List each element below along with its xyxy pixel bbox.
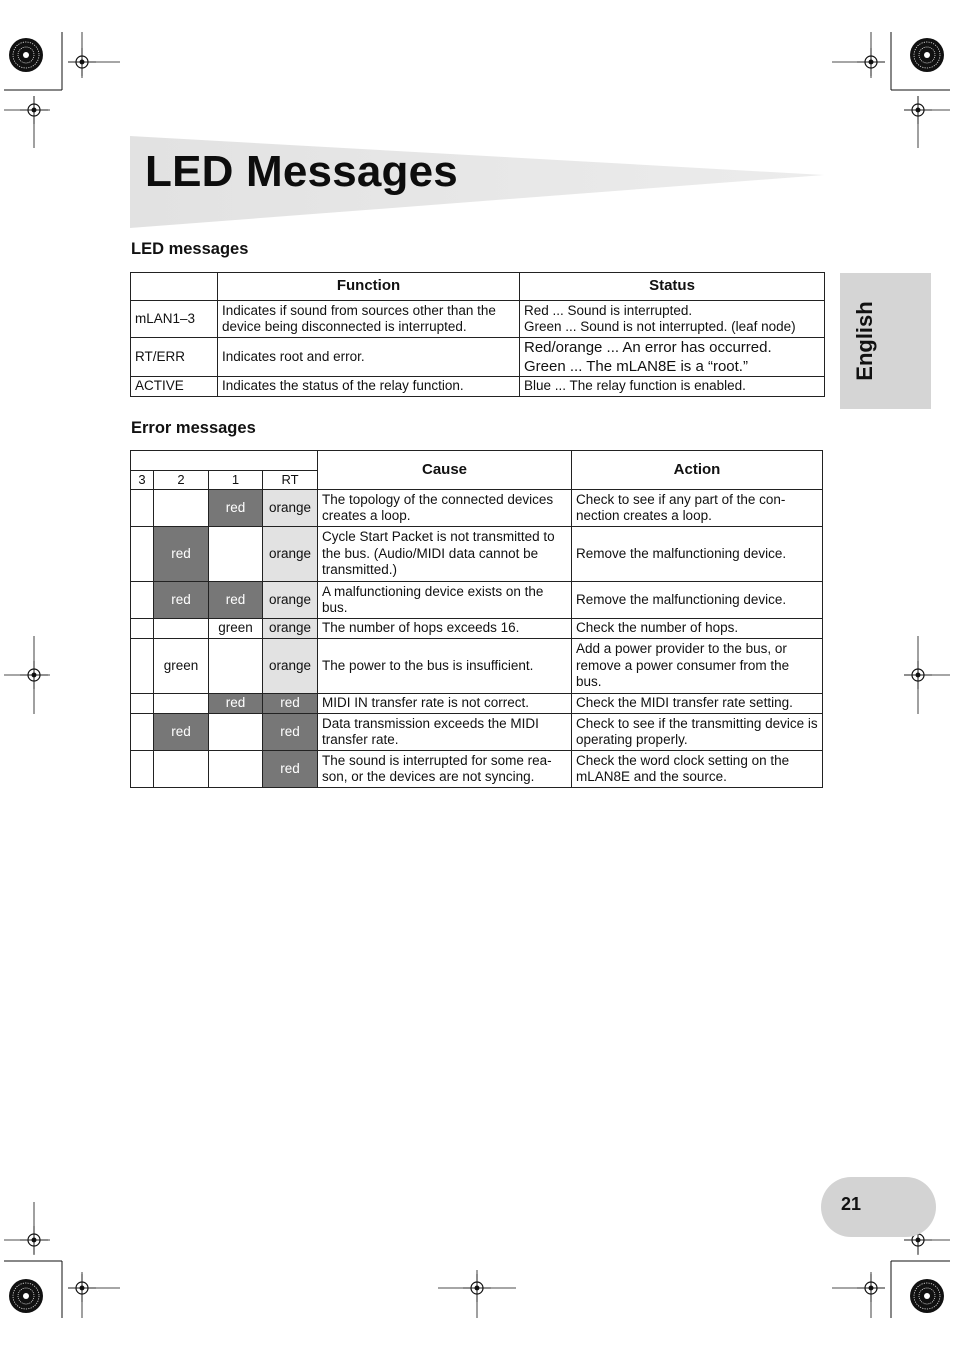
indicator-cell-3 [131,751,154,788]
status-line: Blue ... The relay function is enabled. [524,378,746,394]
section-heading-led-messages: LED messages [131,240,249,258]
indicator-cell-1: red [209,694,263,714]
section-heading-error-messages: Error messages [131,419,256,437]
indicator-header-blank [131,451,318,471]
error-rows [131,490,823,788]
indicator-cell-2: red [154,582,209,619]
action-cell: Add a power provider to the bus, or remove a power consumer from the bus. [572,639,823,694]
action-cell: Check to see if any part of the con-nection creates a loop. [572,490,823,527]
cause-cell: MIDI IN transfer rate is not correct. [318,694,572,714]
indicator-cell-2: red [154,527,209,582]
indicator-cell-rt: orange [263,490,318,527]
led-function-cell: Indicates the status of the relay function. [218,377,520,397]
indicator-cell-1: green [209,619,263,639]
indicator-cell-rt: red [263,694,318,714]
indicator-cell-3 [131,714,154,751]
indicator-cell-rt: red [263,714,318,751]
cause-cell: A malfunctioning device exists on the bus. [318,582,572,619]
cause-cell: The topology of the connected devices creates a loop. [318,490,572,527]
indicator-cell-rt: orange [263,619,318,639]
table-row [131,639,823,694]
indicator-cell-3 [131,527,154,582]
indicator-cell-3 [131,694,154,714]
table-row [131,338,825,377]
table-row [131,694,823,714]
indicator-cell-2: green [154,639,209,694]
indicator-cell-2 [154,619,209,639]
table-row [131,490,823,527]
indicator-cell-3 [131,639,154,694]
action-cell: Check the MIDI transfer rate setting. [572,694,823,714]
indicator-cell-1 [209,639,263,694]
cause-cell: Data transmission exceeds the MIDI transfer rate. [318,714,572,751]
indicator-cell-rt: red [263,751,318,788]
action-cell: Check to see if the transmitting device is operating properly. [572,714,823,751]
action-cell: Remove the malfunctioning device. [572,582,823,619]
page-number-tab [821,1177,936,1237]
indicator-header-2: 2 [154,471,209,490]
indicator-cell-2 [154,751,209,788]
page-number: 21 [841,1194,862,1214]
table-row [131,582,823,619]
indicator-cell-3 [131,490,154,527]
indicator-header-rt: RT [263,471,318,490]
header-cell-action: Action [572,451,823,490]
page-title: LED Messages [145,147,458,196]
indicator-cell-rt: orange [263,582,318,619]
led-name-cell: ACTIVE [131,377,218,397]
indicator-cell-3 [131,619,154,639]
table-row [131,301,825,338]
indicator-cell-rt: orange [263,639,318,694]
indicator-cell-2 [154,490,209,527]
header-cell-empty [131,273,218,301]
led-name-cell: RT/ERR [131,338,218,377]
error-messages-table [130,450,823,788]
action-cell: Remove the malfunctioning device. [572,527,823,582]
table-header-row [131,451,823,471]
language-tab-label: English [852,301,877,381]
table-row [131,751,823,788]
header-cell-function: Function [218,273,520,301]
indicator-cell-1 [209,527,263,582]
led-name-cell: mLAN1–3 [131,301,218,338]
table-header-row [131,273,825,301]
cause-cell: The sound is interrupted for some rea-son, or the devices are not syncing. [318,751,572,788]
table-row [131,714,823,751]
status-line: Green ... Sound is not interrupted. (leaf node) [524,319,796,334]
indicator-header-1: 1 [209,471,263,490]
indicator-cell-3 [131,582,154,619]
indicator-cell-rt: orange [263,527,318,582]
table-row [131,527,823,582]
cause-cell: The number of hops exceeds 16. [318,619,572,639]
led-function-cell: Indicates if sound from sources other than the device being disconnected is interrupted. [218,301,520,338]
indicator-cell-2: red [154,714,209,751]
led-status-cell [520,377,825,397]
indicator-cell-1: red [209,582,263,619]
header-cell-cause: Cause [318,451,572,490]
led-status-cell [520,301,825,338]
status-line: Red ... Sound is interrupted. [524,302,693,318]
action-cell: Check the number of hops. [572,619,823,639]
led-messages-table [130,272,825,397]
table-row [131,377,825,397]
action-cell: Check the word clock setting on the mLAN8E and the source. [572,751,823,788]
indicator-header-3: 3 [131,471,154,490]
indicator-cell-1 [209,751,263,788]
cause-cell: Cycle Start Packet is not transmitted to the bus. (Audio/MIDI data cannot be transmitted.) [318,527,572,582]
led-function-cell: Indicates root and error. [218,338,520,377]
led-status-cell [520,338,825,377]
indicator-cell-1: red [209,490,263,527]
indicator-cell-2 [154,694,209,714]
table-row [131,619,823,639]
status-line: Red/orange ... An error has occurred. [524,339,772,356]
header-cell-status: Status [520,273,825,301]
language-tab [840,273,931,409]
indicator-cell-1 [209,714,263,751]
cause-cell: The power to the bus is insufficient. [318,639,572,694]
status-line: Green ... The mLAN8E is a “root.” [524,358,748,375]
